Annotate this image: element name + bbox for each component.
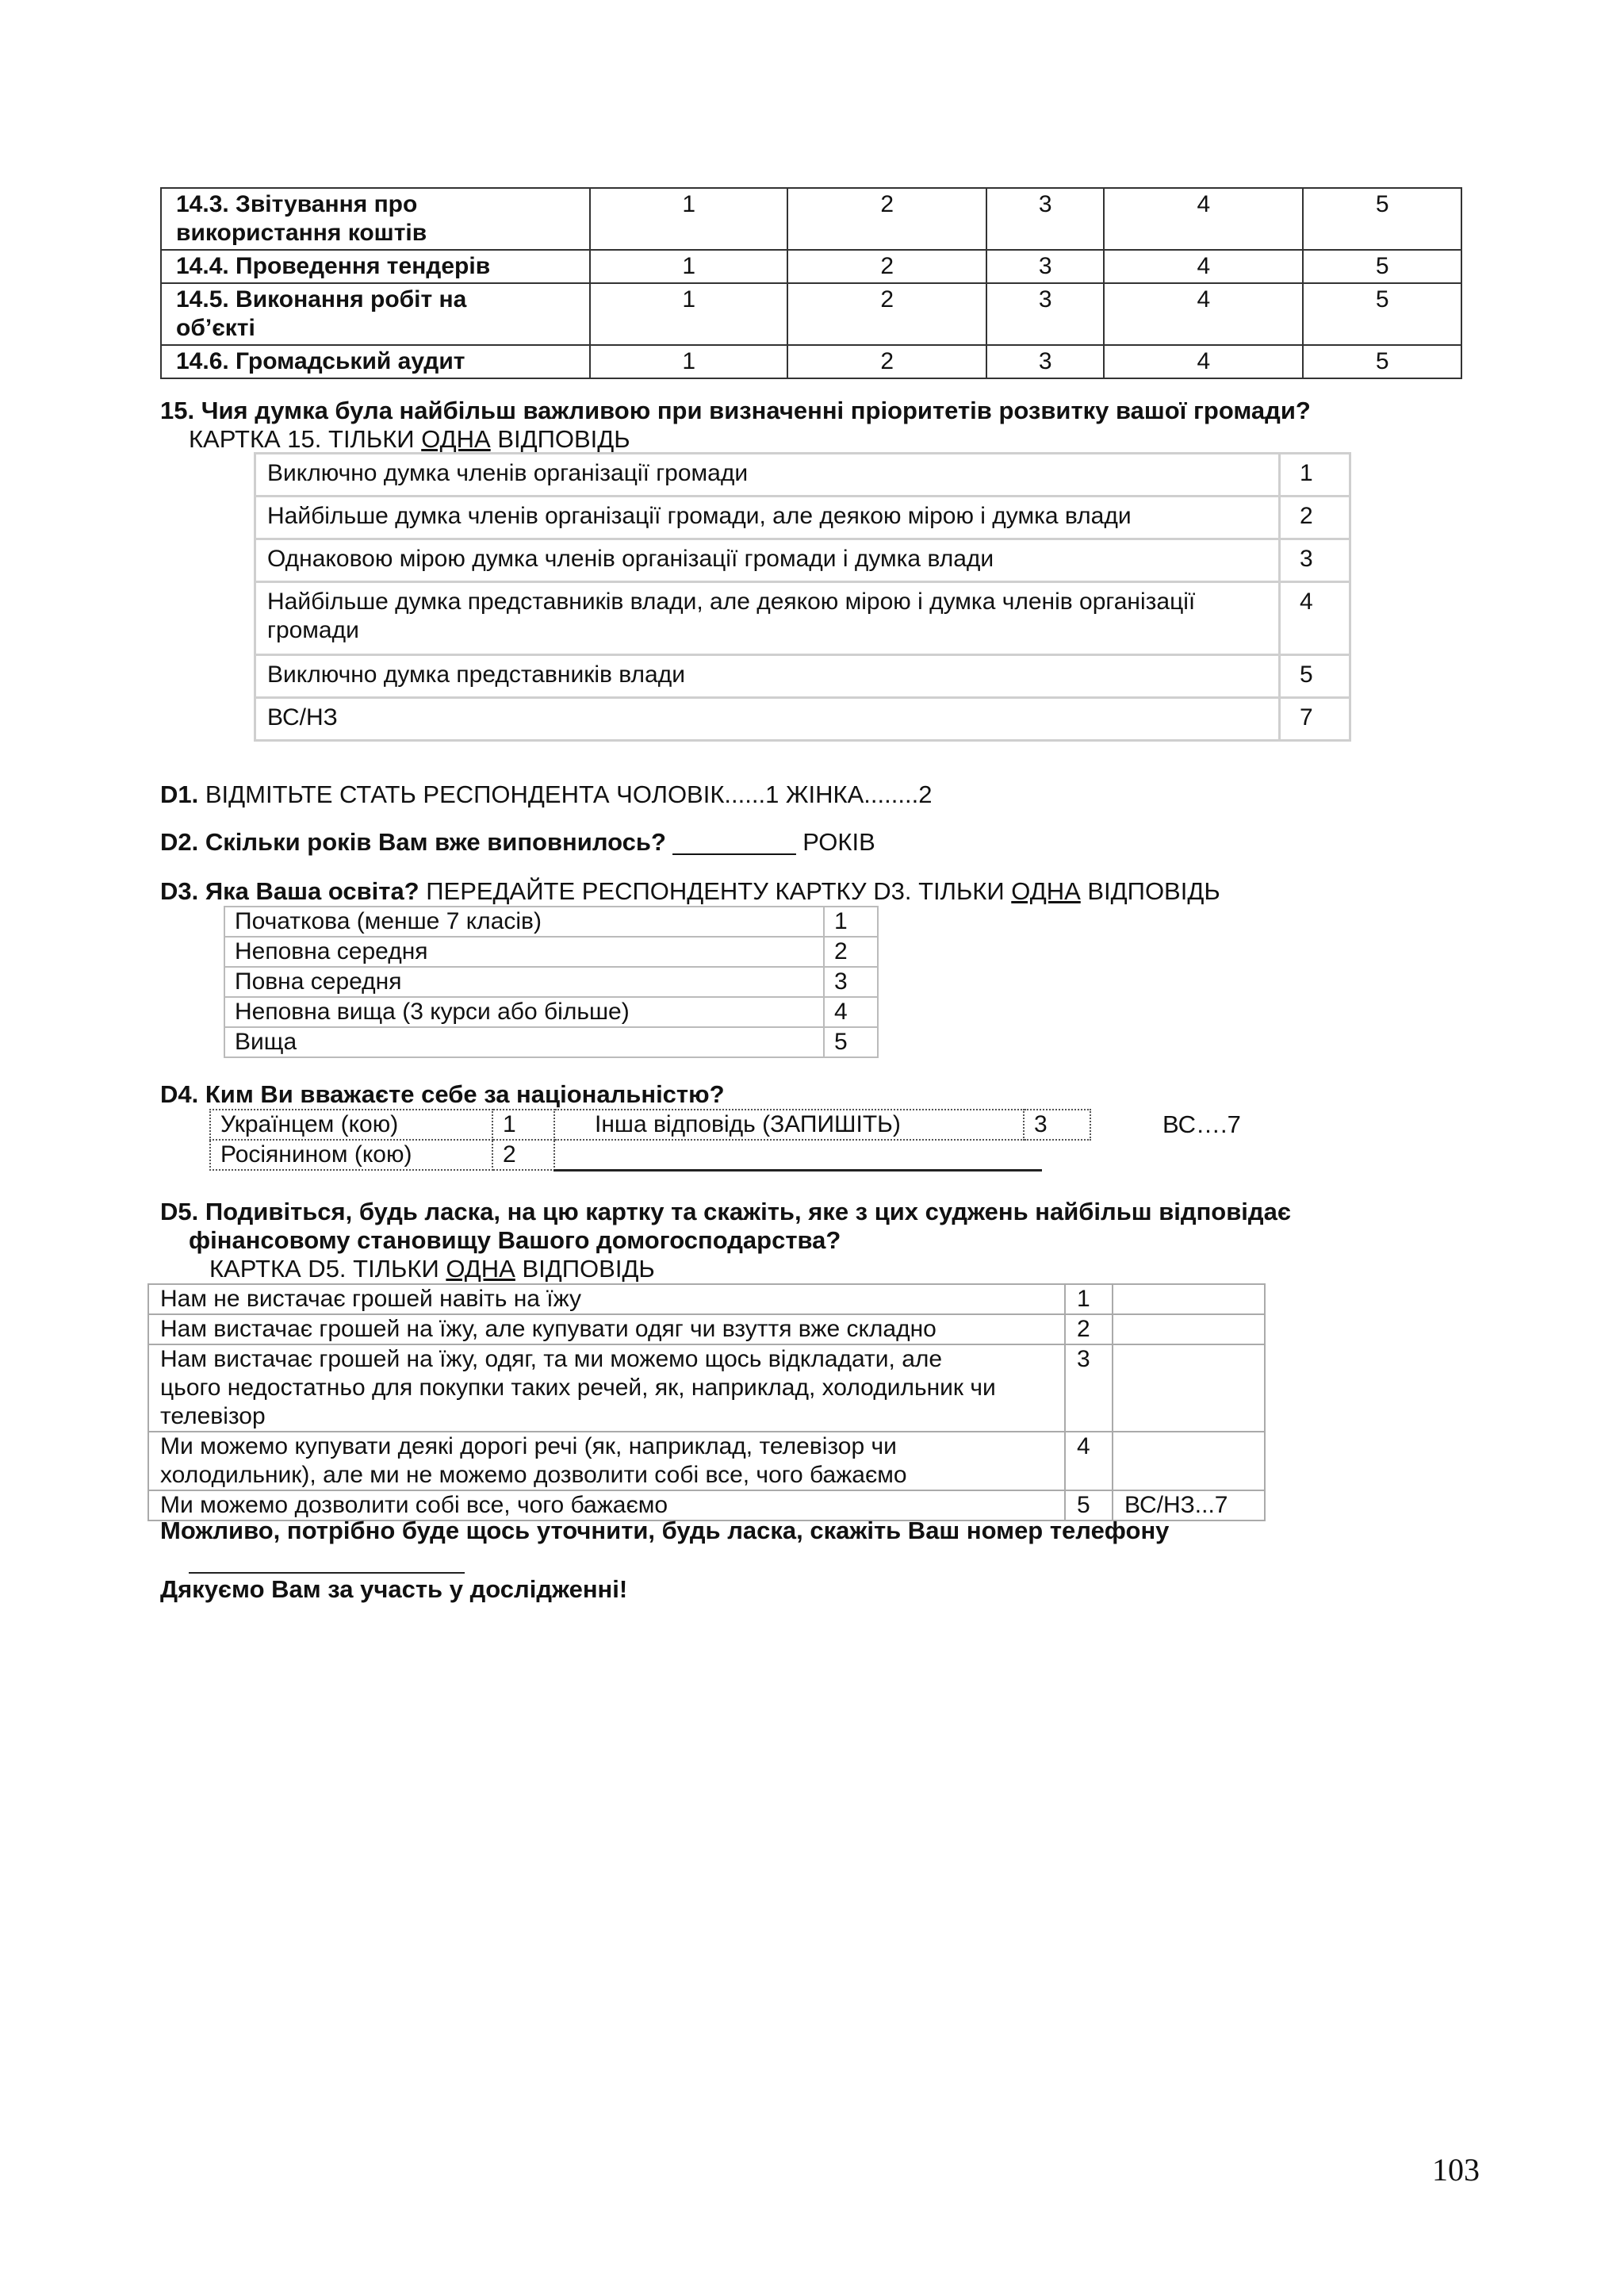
row-label: 14.3. Звітування про використання коштів — [161, 188, 590, 250]
cell: 3 — [986, 188, 1104, 250]
instr-text: ПЕРЕДАЙТЕ РЕСПОНДЕНТУ КАРТКУ D3. ТІЛЬКИ — [419, 877, 1012, 905]
answer-blank: _________ — [665, 828, 803, 856]
cell: 5 — [1303, 345, 1461, 378]
table-row — [148, 1344, 1265, 1432]
phone-answer-line — [189, 1572, 465, 1574]
row-label: 14.5. Виконання робіт на об’єкті — [161, 283, 590, 345]
cell: 3 — [986, 345, 1104, 378]
write-in-cell — [554, 1140, 1024, 1170]
table-d5 — [147, 1283, 1266, 1521]
question-text: ВІДМІТЬТЕ СТАТЬ РЕСПОНДЕНТА ЧОЛОВІК......1 ЖІНКА........2 — [198, 780, 933, 808]
option-code: 4 — [1065, 1432, 1113, 1490]
option-code: 5 — [824, 1027, 878, 1057]
thanks-text: Дякуємо Вам за участь у дослідженні! — [160, 1575, 628, 1603]
cell: 4 — [1104, 188, 1303, 250]
d4-dont-know: ВС….7 — [1162, 1110, 1241, 1138]
table-row — [255, 582, 1350, 655]
table-row — [148, 1284, 1265, 1314]
cell: 2 — [787, 283, 986, 345]
cell: 3 — [986, 283, 1104, 345]
table-row — [148, 1314, 1265, 1344]
table-row — [255, 655, 1350, 698]
question-d3 — [160, 877, 1220, 906]
option-text: Неповна середня — [224, 937, 824, 967]
option-text: Неповна вища (3 курси або більше) — [224, 997, 824, 1027]
option-text: Виключно думка представників влади — [255, 655, 1280, 698]
table-row — [210, 1110, 1090, 1140]
cell: 4 — [1104, 250, 1303, 283]
instr-text: КАРТКА 15. ТІЛЬКИ — [189, 425, 422, 453]
cell: 2 — [787, 250, 986, 283]
option-code: 3 — [824, 967, 878, 997]
question-d2 — [160, 828, 875, 857]
question-15-instruction — [189, 425, 630, 454]
table-row — [224, 997, 878, 1027]
table-15 — [254, 452, 1351, 742]
row-label: 14.6. Громадський аудит — [161, 345, 590, 378]
question-number: D1. — [160, 780, 199, 808]
option-text: Інша відповідь (ЗАПИШІТЬ) — [554, 1110, 1024, 1140]
question-text: D3. Яка Ваша освіта? — [160, 877, 419, 905]
page-number: 103 — [1432, 2152, 1480, 2188]
cell: 3 — [986, 250, 1104, 283]
table-row — [161, 250, 1461, 283]
question-15-title: 15. Чия думка була найбільш важливою при визначенні пріоритетів розвитку вашої громади? — [160, 397, 1311, 424]
cell: 5 — [1303, 283, 1461, 345]
instr-text: ВІДПОВІДЬ — [515, 1255, 655, 1283]
option-code: 2 — [492, 1140, 554, 1170]
option-text: Нам вистачає грошей на їжу, одяг, та ми можемо щось відкладати, але цього недостатньо для покупки таких речей, як, наприклад, холодильник чи телевізор — [148, 1344, 1065, 1432]
instr-underlined: ОДНА — [1011, 877, 1081, 905]
option-extra: ВС/НЗ...7 — [1113, 1490, 1265, 1520]
instr-underlined: ОДНА — [446, 1255, 515, 1283]
question-d1 — [160, 780, 932, 809]
option-text: Ми можемо дозволити собі все, чого бажаємо — [148, 1490, 1065, 1520]
cell: 4 — [1104, 345, 1303, 378]
option-code: 1 — [824, 907, 878, 937]
option-extra — [1113, 1314, 1265, 1344]
option-text: Найбільше думка членів організації громади, але деякою мірою і думка влади — [255, 497, 1280, 539]
cell: 1 — [590, 283, 787, 345]
table-row — [224, 907, 878, 937]
option-code: 5 — [1065, 1490, 1113, 1520]
option-text: Найбільше думка представників влади, але деякою мірою і думка членів організації громади — [255, 582, 1280, 655]
table-row — [210, 1140, 1090, 1170]
option-text: Виключно думка членів організації громади — [255, 454, 1280, 497]
table-14 — [160, 187, 1462, 379]
option-code: 2 — [1065, 1314, 1113, 1344]
option-code: 3 — [1024, 1110, 1090, 1140]
option-text: Росіянином (кою) — [210, 1140, 492, 1170]
table-row — [224, 1027, 878, 1057]
question-d5-instruction — [209, 1255, 655, 1283]
option-extra — [1113, 1432, 1265, 1490]
question-d4: D4. Ким Ви вважаєте себе за національністю? — [160, 1080, 725, 1108]
option-text: Вища — [224, 1027, 824, 1057]
phone-request: Можливо, потрібно буде щось уточнити, будь ласка, скажіть Ваш номер телефону — [160, 1517, 1170, 1544]
option-text: Нам вистачає грошей на їжу, але купувати одяг чи взуття вже складно — [148, 1314, 1065, 1344]
table-d3 — [224, 906, 879, 1058]
option-code: 3 — [1065, 1344, 1113, 1432]
cell: 1 — [590, 345, 787, 378]
option-code: 1 — [1280, 454, 1350, 497]
table-row — [255, 539, 1350, 582]
table-d4 — [209, 1109, 1091, 1171]
option-code: 5 — [1280, 655, 1350, 698]
instr-underlined: ОДНА — [421, 425, 491, 453]
cell: 5 — [1303, 250, 1461, 283]
table-row — [224, 967, 878, 997]
table-row — [255, 698, 1350, 741]
cell: 1 — [590, 250, 787, 283]
option-code: 2 — [824, 937, 878, 967]
instr-text: ВІДПОВІДЬ — [490, 425, 630, 453]
option-text: Ми можемо купувати деякі дорогі речі (як, наприклад, телевізор чи холодильник), але ми не можемо дозволити собі все, чого бажаємо — [148, 1432, 1065, 1490]
option-code: 4 — [824, 997, 878, 1027]
cell: 2 — [787, 345, 986, 378]
option-extra — [1113, 1284, 1265, 1314]
option-text: Однаковою мірою думка членів організації громади і думка влади — [255, 539, 1280, 582]
empty-cell — [1024, 1140, 1090, 1170]
cell: 2 — [787, 188, 986, 250]
option-code: 1 — [1065, 1284, 1113, 1314]
option-text: Повна середня — [224, 967, 824, 997]
table-row — [161, 283, 1461, 345]
question-d5-line2: фінансовому становищу Вашого домогосподарства? — [189, 1226, 841, 1254]
instr-text: ВІДПОВІДЬ — [1080, 877, 1220, 905]
option-code: 3 — [1280, 539, 1350, 582]
option-text: ВС/НЗ — [255, 698, 1280, 741]
instr-text: КАРТКА D5. ТІЛЬКИ — [209, 1255, 446, 1283]
option-extra — [1113, 1344, 1265, 1432]
table-row — [255, 454, 1350, 497]
option-text: Початкова (менше 7 класів) — [224, 907, 824, 937]
option-code: 1 — [492, 1110, 554, 1140]
option-code: 7 — [1280, 698, 1350, 741]
option-code: 2 — [1280, 497, 1350, 539]
table-row — [161, 345, 1461, 378]
option-code: 4 — [1280, 582, 1350, 655]
write-in-line — [553, 1169, 1042, 1172]
cell: 4 — [1104, 283, 1303, 345]
cell: 1 — [590, 188, 787, 250]
table-row — [255, 497, 1350, 539]
question-text: D2. Скільки років Вам вже виповнилось? — [160, 828, 666, 856]
option-text: Нам не вистачає грошей навіть на їжу — [148, 1284, 1065, 1314]
table-row — [161, 188, 1461, 250]
cell: 5 — [1303, 188, 1461, 250]
answer-unit: РОКІВ — [802, 828, 875, 856]
row-label: 14.4. Проведення тендерів — [161, 250, 590, 283]
table-row — [148, 1432, 1265, 1490]
table-row — [224, 937, 878, 967]
question-d5-line1: D5. Подивіться, будь ласка, на цю картку та скажіть, яке з цих суджень найбільш відповідає — [160, 1198, 1291, 1225]
option-text: Українцем (кою) — [210, 1110, 492, 1140]
